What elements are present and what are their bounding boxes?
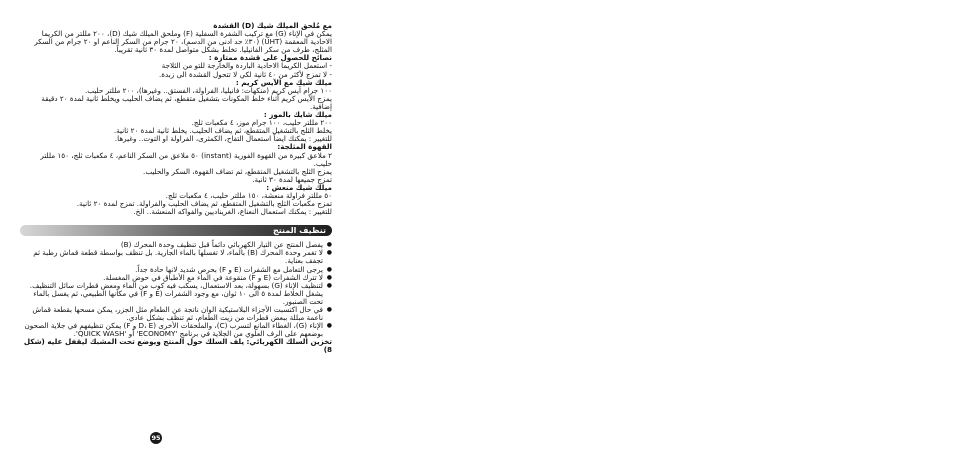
- recipe-heading: ميلك شيك منعش :: [266, 182, 332, 192]
- recipe-paragraph: للتغيير : يمكنك استعمال النعناع، الغريناديين والفواكه المنعشة.. الخ.: [133, 207, 332, 217]
- recipe-paragraph: ٢ ملاعق كبيرة من القهوة الفورية (instant) ٥٠ ملاعق من السكر الناعم، ٤ مكعبات ثلج، ١٥٠ مللتر حليب.: [40, 150, 332, 168]
- bullet-item: ● لا تغمر وحدة المحرك (B) بالماء، لا تغسلها بالماء الجارية. بل تنظف بواسطة قطعة قماش رطبة ثم تجفف بعناية.: [20, 249, 332, 265]
- bullet-item: ● لا تترك الشفرات (E و F) منقوعة في الماء مع الأطباق في حوض المغسلة.: [20, 274, 332, 282]
- recipe-heading: ميلك شيك مع الآيس كريم :: [235, 77, 332, 87]
- text-column: [20, 22, 332, 355]
- bullet-item: ● الإناء (G)، الغطاء المانع لتسرب (C)، والملحقات الأخرى (D، E و F) يمكن تنظيفهم في جلاية الصحون بوضعهم على الرف العلوي من الجلاية في برنامج 'ECONOMY' أو 'QUICK WASH'.: [20, 322, 332, 338]
- recipe-heading: نصائح للحصول على قشدة ممتازة :: [208, 53, 332, 63]
- recipe-heading: القهوة المثلجة:: [277, 142, 332, 152]
- recipe-paragraph: يخلط الثلج بالتشغيل المتقطع، ثم يضاف الحليب. يخلط ثانية لمدة ٢٠ ثانية.: [113, 126, 332, 136]
- recipe-paragraph: تمزج جميعها لمدة ٣٠ ثانية.: [252, 174, 332, 184]
- bullet-item: ● يفصل المنتج عن التيار الكهربائي دائماً قبل تنظيف وحدة المحرك (B): [20, 241, 332, 249]
- cleaning-bullet-list: [20, 241, 332, 338]
- bullet-item: ● لتنظيف الإناء (G) بسهولة، بعد الاستعمال، يسكب فيه كوب من الماء ومعض قطرات سائل التنظيف. يشغل الخلاط لمدة ٥ الى ١٠ ثوان، مع وجود الشفرات (E و F) في مكانها الطبيعي، ثم يغسل بالماء تحت الصنبور.: [20, 282, 332, 306]
- bullet-item: ● يرجى التعامل مع الشفرات (E و F) بحرص شديد لانها حادة جداً.: [20, 266, 332, 274]
- recipe-paragraph: - استعمل الكريما الاحادية الباردة والخارجة للتو من الثلاجة: [161, 61, 332, 71]
- recipe-paragraph: - لا تمزج لأكثر من ٤٠ ثانية لكي لا تتحول القشدة الى زبدة.: [158, 69, 332, 79]
- recipe-paragraph: ٢٠٠ مللتر حليب، ١٠٠ جرام موز، ٤ مكعبات ثلج.: [191, 118, 332, 128]
- section-header-band: [20, 225, 332, 236]
- recipe-paragraph: يمزج الثلج بالتشغيل المتقطع، ثم تضاف القهوة، السكر والحليب.: [143, 166, 332, 176]
- recipe-paragraph: يمكن في الإناء (G) مع تركيب الشفرة السفلية (F) وملحق الميلك شيك (D)، ٢٠٠ مللتر من الكريما الاحادية المعقمة (UHT) (٣٠٪ حد ادنى من الدسم)، ٢٠ جرام من السكر الناعم او ٢٠ جرام من السكر المثلج، طرف من سكر الفانيليا. تخلط بشكل متواصل لمدة ٣٠ ثانية تقريباً.: [34, 29, 332, 55]
- storage-note: تخزين السلك الكهربائي: يلف السلك حول المنتج ويوضع تحت المشبك ليقفل عليه (شكل 8): [23, 337, 332, 355]
- recipe-paragraph: يمزج الآيس كريم أثناء خلط المكونات بتشغيل متقطع، ثم يضاف الحليب ويخلط ثانية لمدة ٢٠ دقيقة إضافية.: [41, 93, 332, 111]
- section-title: تنظيف المنتج: [272, 226, 326, 236]
- recipe-heading: ميلك شايك بالموز :: [263, 110, 332, 120]
- recipe-blocks: [20, 22, 332, 216]
- recipe-paragraph: للتغيير : يمكنك ايضاً استعمال التفاح، الكمثرى، الفراولة او التوت.. وغيرها.: [114, 134, 332, 144]
- page-number: 95: [151, 434, 161, 442]
- recipe-heading: مع مُلحق الميلك شيك (D) القشدة: [213, 21, 332, 30]
- recipe-paragraph: تمزج مكعبات الثلج بالتشغيل المتقطع، ثم يضاف الحليب والفراولة. تمزج لمدة ٢٠ ثانية.: [76, 199, 332, 209]
- recipe-paragraph: ١٠٠ جرام آيس كريم (منكهات: فانيليا، الفراولة، الفستق.. وغيرها)، ٢٠٠ مللتر حليب.: [85, 85, 332, 95]
- recipe-paragraph: ٥٠ مللتر فراولة منعشة، ١٥٠ مللتر حليب، ٤ مكعبات ثلج.: [165, 190, 332, 200]
- bullet-item: ● في حال اكتسبت الأجزاء البلاستيكية الوان ناتجة عن الطعام مثل الجزر، يمكن مسحها بقطعة قماش ناعمة مبللة ببعض قطرات من زيت الطعام، ثم تنظف بشكل عادي.: [20, 306, 332, 322]
